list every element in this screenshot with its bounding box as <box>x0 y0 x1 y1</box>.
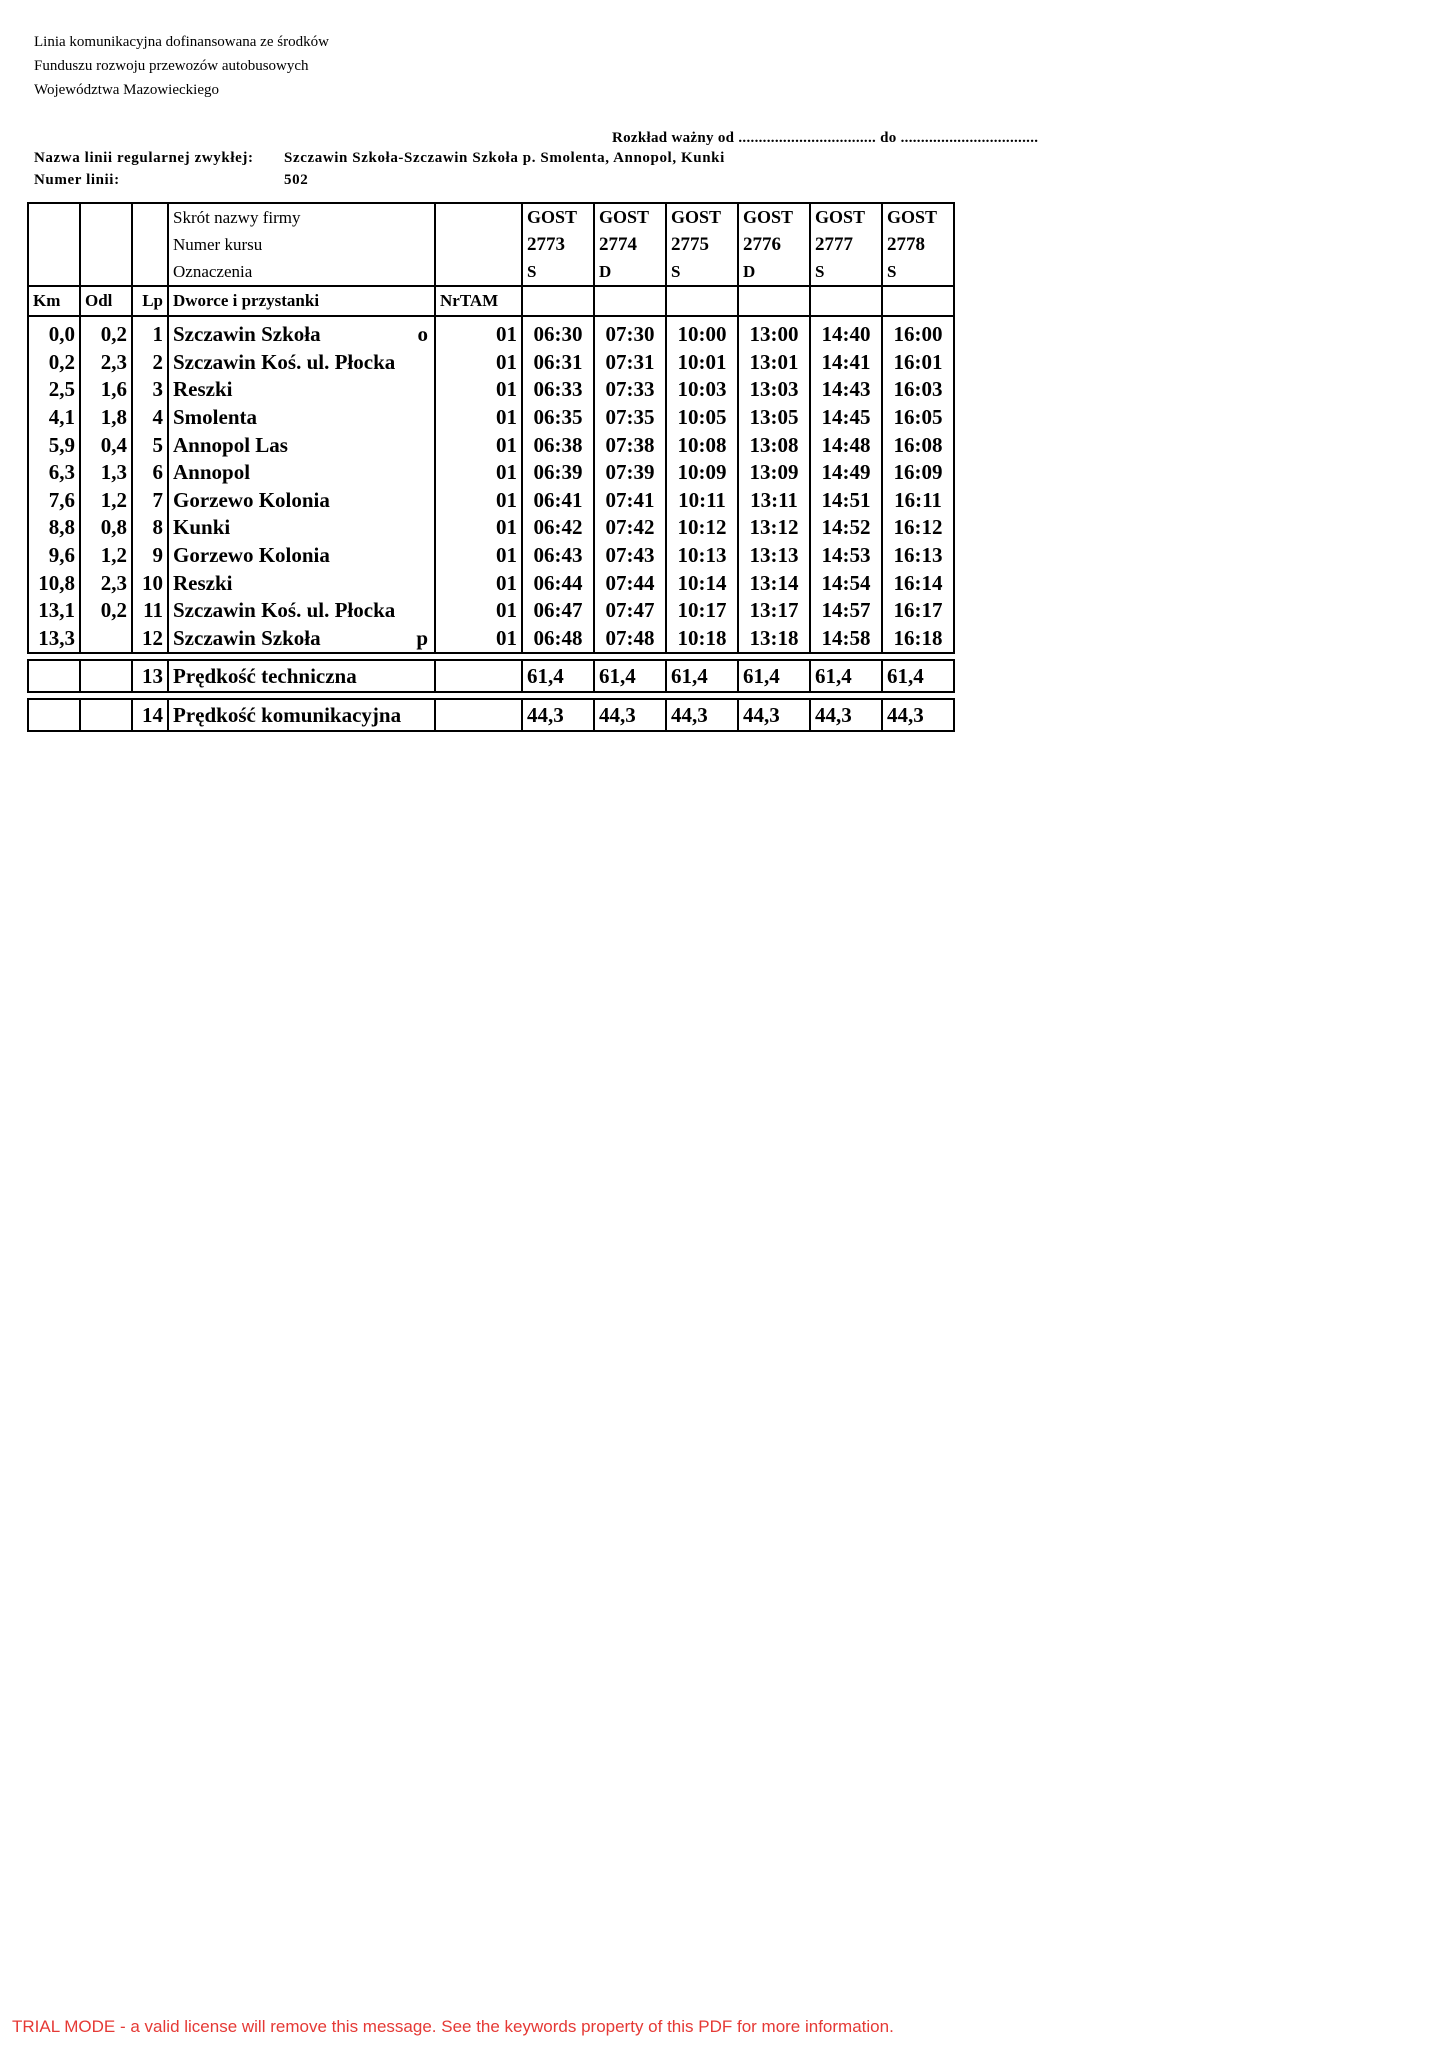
stop-lp: 8 <box>132 514 168 542</box>
column-odl: Odl <box>80 286 132 316</box>
stop-km: 0,2 <box>28 349 80 377</box>
departure-time: 16:03 <box>882 376 954 404</box>
course-mark: S <box>666 258 738 286</box>
stop-nrtam: 01 <box>435 487 522 515</box>
departure-time: 10:03 <box>666 376 738 404</box>
departure-time: 14:51 <box>810 487 882 515</box>
departure-time: 07:39 <box>594 459 666 487</box>
header-blank <box>132 258 168 286</box>
departure-time: 16:13 <box>882 542 954 570</box>
header-label-company: Skrót nazwy firmy <box>168 203 435 231</box>
stop-name <box>168 597 435 625</box>
course-number: 2777 <box>810 231 882 258</box>
header-blank <box>80 258 132 286</box>
line-name-value: Szczawin Szkoła-Szczawin Szkoła p. Smolenta, Annopol, Kunki <box>284 150 725 166</box>
departure-time: 06:39 <box>522 459 594 487</box>
departure-time: 07:41 <box>594 487 666 515</box>
summary-value: 61,4 <box>882 660 954 692</box>
departure-time: 16:09 <box>882 459 954 487</box>
stop-name-text: Reszki <box>173 377 233 402</box>
departure-time: 06:35 <box>522 404 594 432</box>
departure-time: 07:43 <box>594 542 666 570</box>
stop-flag: o <box>417 322 428 347</box>
stop-odl: 2,3 <box>80 569 132 597</box>
header-blank <box>132 231 168 258</box>
stop-name-text: Szczawin Koś. ul. Płocka <box>173 598 396 623</box>
course-company: GOST <box>666 203 738 231</box>
departure-time: 16:17 <box>882 597 954 625</box>
table-row <box>28 514 954 542</box>
stop-name <box>168 625 435 654</box>
departure-time: 07:38 <box>594 431 666 459</box>
stop-km: 5,9 <box>28 431 80 459</box>
table-row <box>28 349 954 377</box>
course-mark: S <box>882 258 954 286</box>
course-company: GOST <box>810 203 882 231</box>
departure-time: 13:13 <box>738 542 810 570</box>
summary-value: 61,4 <box>666 660 738 692</box>
departure-time: 10:01 <box>666 349 738 377</box>
summary-lp: 13 <box>132 660 168 692</box>
stop-odl: 0,4 <box>80 431 132 459</box>
departure-time: 16:12 <box>882 514 954 542</box>
spacer-cell <box>28 692 954 699</box>
stop-name <box>168 431 435 459</box>
departure-time: 06:43 <box>522 542 594 570</box>
stop-name-text: Szczawin Koś. ul. Płocka <box>173 349 396 374</box>
departure-time: 06:42 <box>522 514 594 542</box>
stop-lp: 9 <box>132 542 168 570</box>
funding-line-3: Województwa Mazowieckiego <box>34 82 219 98</box>
departure-time: 10:09 <box>666 459 738 487</box>
summary-blank <box>80 699 132 731</box>
departure-time: 16:08 <box>882 431 954 459</box>
departure-time: 13:08 <box>738 431 810 459</box>
column-course-blank <box>522 286 594 316</box>
line-name <box>34 150 725 167</box>
header-label-marks: Oznaczenia <box>168 258 435 286</box>
column-course-blank <box>882 286 954 316</box>
stop-name <box>168 569 435 597</box>
table-row <box>28 542 954 570</box>
departure-time: 06:41 <box>522 487 594 515</box>
summary-value: 61,4 <box>594 660 666 692</box>
departure-time: 13:00 <box>738 316 810 349</box>
stop-name <box>168 514 435 542</box>
table-row <box>28 431 954 459</box>
header-blank <box>435 231 522 258</box>
departure-time: 10:12 <box>666 514 738 542</box>
header-blank <box>28 203 80 231</box>
stop-nrtam: 01 <box>435 625 522 654</box>
table-row <box>28 597 954 625</box>
stop-name <box>168 459 435 487</box>
summary-value: 44,3 <box>738 699 810 731</box>
departure-time: 14:41 <box>810 349 882 377</box>
stop-name-text: Gorzewo Kolonia <box>173 543 330 568</box>
stop-nrtam: 01 <box>435 569 522 597</box>
funding-line-1: Linia komunikacyjna dofinansowana ze środków <box>34 34 329 50</box>
column-stops: Dworce i przystanki <box>168 286 435 316</box>
stop-name-text: Annopol Las <box>173 432 288 457</box>
timetable <box>27 202 955 732</box>
column-course-blank <box>594 286 666 316</box>
departure-time: 07:30 <box>594 316 666 349</box>
stop-nrtam: 01 <box>435 316 522 349</box>
header-blank <box>435 203 522 231</box>
stop-km: 0,0 <box>28 316 80 349</box>
stop-nrtam: 01 <box>435 376 522 404</box>
summary-blank <box>28 699 80 731</box>
summary-value: 44,3 <box>594 699 666 731</box>
departure-time: 06:44 <box>522 569 594 597</box>
course-company: GOST <box>522 203 594 231</box>
summary-value: 61,4 <box>522 660 594 692</box>
departure-time: 16:18 <box>882 625 954 654</box>
stop-name <box>168 376 435 404</box>
departure-time: 16:01 <box>882 349 954 377</box>
departure-time: 06:38 <box>522 431 594 459</box>
departure-time: 10:08 <box>666 431 738 459</box>
table-row <box>28 459 954 487</box>
stop-nrtam: 01 <box>435 542 522 570</box>
course-number: 2773 <box>522 231 594 258</box>
departure-time: 06:48 <box>522 625 594 654</box>
column-km: Km <box>28 286 80 316</box>
spacer-row <box>28 653 954 660</box>
course-mark: D <box>594 258 666 286</box>
header-row-course <box>28 231 954 258</box>
stop-lp: 10 <box>132 569 168 597</box>
stop-odl: 2,3 <box>80 349 132 377</box>
summary-label: Prędkość komunikacyjna <box>168 699 435 731</box>
summary-value: 44,3 <box>882 699 954 731</box>
course-mark: S <box>522 258 594 286</box>
table-row <box>28 404 954 432</box>
column-header-row <box>28 286 954 316</box>
course-number: 2778 <box>882 231 954 258</box>
summary-blank <box>435 660 522 692</box>
stop-nrtam: 01 <box>435 514 522 542</box>
departure-time: 10:11 <box>666 487 738 515</box>
stop-name-text: Smolenta <box>173 405 257 430</box>
column-lp: Lp <box>132 286 168 316</box>
header-blank <box>28 258 80 286</box>
departure-time: 13:03 <box>738 376 810 404</box>
table-row <box>28 316 954 349</box>
stop-odl: 1,3 <box>80 459 132 487</box>
stop-name <box>168 404 435 432</box>
departure-time: 16:14 <box>882 569 954 597</box>
summary-blank <box>435 699 522 731</box>
header-label-course: Numer kursu <box>168 231 435 258</box>
course-number: 2774 <box>594 231 666 258</box>
departure-time: 07:48 <box>594 625 666 654</box>
departure-time: 16:00 <box>882 316 954 349</box>
departure-time: 13:01 <box>738 349 810 377</box>
spacer-cell <box>28 653 954 660</box>
stop-km: 7,6 <box>28 487 80 515</box>
stop-lp: 11 <box>132 597 168 625</box>
summary-value: 44,3 <box>810 699 882 731</box>
line-number <box>34 172 309 189</box>
departure-time: 14:40 <box>810 316 882 349</box>
stop-name-text: Reszki <box>173 570 233 595</box>
validity-period: Rozkład ważny od .................................. do .................................. <box>612 130 1039 146</box>
stop-lp: 4 <box>132 404 168 432</box>
departure-time: 07:42 <box>594 514 666 542</box>
departure-time: 14:43 <box>810 376 882 404</box>
departure-time: 10:18 <box>666 625 738 654</box>
header-blank <box>80 203 132 231</box>
course-company: GOST <box>594 203 666 231</box>
departure-time: 10:14 <box>666 569 738 597</box>
stop-odl: 1,2 <box>80 542 132 570</box>
stop-name-text: Annopol <box>173 460 251 485</box>
departure-time: 14:48 <box>810 431 882 459</box>
course-number: 2775 <box>666 231 738 258</box>
header-blank <box>132 203 168 231</box>
departure-time: 13:17 <box>738 597 810 625</box>
stop-km: 8,8 <box>28 514 80 542</box>
column-course-blank <box>738 286 810 316</box>
departure-time: 06:30 <box>522 316 594 349</box>
stop-name <box>168 349 435 377</box>
header-blank <box>28 231 80 258</box>
course-company: GOST <box>738 203 810 231</box>
stop-km: 6,3 <box>28 459 80 487</box>
departure-time: 10:13 <box>666 542 738 570</box>
departure-time: 16:05 <box>882 404 954 432</box>
course-company: GOST <box>882 203 954 231</box>
departure-time: 10:17 <box>666 597 738 625</box>
stop-lp: 2 <box>132 349 168 377</box>
departure-time: 14:54 <box>810 569 882 597</box>
departure-time: 16:11 <box>882 487 954 515</box>
stop-km: 9,6 <box>28 542 80 570</box>
stop-nrtam: 01 <box>435 404 522 432</box>
departure-time: 10:00 <box>666 316 738 349</box>
departure-time: 07:35 <box>594 404 666 432</box>
stop-name <box>168 542 435 570</box>
departure-time: 13:14 <box>738 569 810 597</box>
summary-blank <box>80 660 132 692</box>
departure-time: 13:11 <box>738 487 810 515</box>
departure-time: 14:58 <box>810 625 882 654</box>
stop-odl: 0,8 <box>80 514 132 542</box>
stop-km: 2,5 <box>28 376 80 404</box>
stop-odl: 1,8 <box>80 404 132 432</box>
column-nrtam: NrTAM <box>435 286 522 316</box>
stop-name-text: Kunki <box>173 515 231 540</box>
stop-name-text: Szczawin Szkoła <box>173 625 321 650</box>
course-mark: D <box>738 258 810 286</box>
summary-value: 44,3 <box>666 699 738 731</box>
header-blank <box>80 231 132 258</box>
funding-note <box>34 30 329 102</box>
table-row <box>28 625 954 654</box>
stop-name-text: Szczawin Szkoła <box>173 322 321 347</box>
stop-odl <box>80 625 132 654</box>
summary-value: 61,4 <box>738 660 810 692</box>
column-course-blank <box>666 286 738 316</box>
stop-nrtam: 01 <box>435 459 522 487</box>
stop-nrtam: 01 <box>435 349 522 377</box>
departure-time: 07:47 <box>594 597 666 625</box>
departure-time: 14:52 <box>810 514 882 542</box>
departure-time: 14:53 <box>810 542 882 570</box>
table-row <box>28 569 954 597</box>
stop-lp: 6 <box>132 459 168 487</box>
summary-value: 44,3 <box>522 699 594 731</box>
spacer-row <box>28 692 954 699</box>
departure-time: 14:57 <box>810 597 882 625</box>
departure-time: 14:49 <box>810 459 882 487</box>
departure-time: 13:18 <box>738 625 810 654</box>
departure-time: 07:31 <box>594 349 666 377</box>
stop-odl: 1,6 <box>80 376 132 404</box>
departure-time: 07:44 <box>594 569 666 597</box>
stop-lp: 1 <box>132 316 168 349</box>
header-row-company <box>28 203 954 231</box>
stop-odl: 0,2 <box>80 597 132 625</box>
summary-label: Prędkość techniczna <box>168 660 435 692</box>
line-name-label: Nazwa linii regularnej zwykłej: <box>34 150 254 166</box>
summary-row <box>28 699 954 731</box>
departure-time: 13:09 <box>738 459 810 487</box>
stop-lp: 12 <box>132 625 168 654</box>
summary-lp: 14 <box>132 699 168 731</box>
header-row-marks <box>28 258 954 286</box>
course-mark: S <box>810 258 882 286</box>
summary-blank <box>28 660 80 692</box>
departure-time: 06:31 <box>522 349 594 377</box>
table-row <box>28 487 954 515</box>
column-course-blank <box>810 286 882 316</box>
departure-time: 07:33 <box>594 376 666 404</box>
stop-odl: 1,2 <box>80 487 132 515</box>
departure-time: 14:45 <box>810 404 882 432</box>
trial-mode-notice: TRIAL MODE - a valid license will remove this message. See the keywords property of this PDF for more information. <box>12 2017 894 2036</box>
departure-time: 10:05 <box>666 404 738 432</box>
course-number: 2776 <box>738 231 810 258</box>
stop-km: 4,1 <box>28 404 80 432</box>
stop-km: 10,8 <box>28 569 80 597</box>
stop-lp: 3 <box>132 376 168 404</box>
departure-time: 06:47 <box>522 597 594 625</box>
departure-time: 13:05 <box>738 404 810 432</box>
stop-nrtam: 01 <box>435 431 522 459</box>
departure-time: 06:33 <box>522 376 594 404</box>
table-row <box>28 376 954 404</box>
line-number-label: Numer linii: <box>34 172 120 188</box>
line-number-value: 502 <box>284 172 309 188</box>
funding-line-2: Funduszu rozwoju przewozów autobusowych <box>34 58 309 74</box>
departure-time: 13:12 <box>738 514 810 542</box>
stop-km: 13,3 <box>28 625 80 654</box>
stop-name <box>168 487 435 515</box>
stop-km: 13,1 <box>28 597 80 625</box>
stop-flag: p <box>416 625 428 650</box>
stop-name-text: Gorzewo Kolonia <box>173 487 330 512</box>
summary-value: 61,4 <box>810 660 882 692</box>
stop-name <box>168 316 435 349</box>
summary-row <box>28 660 954 692</box>
stop-odl: 0,2 <box>80 316 132 349</box>
stop-nrtam: 01 <box>435 597 522 625</box>
stop-lp: 5 <box>132 431 168 459</box>
stop-lp: 7 <box>132 487 168 515</box>
header-blank <box>435 258 522 286</box>
